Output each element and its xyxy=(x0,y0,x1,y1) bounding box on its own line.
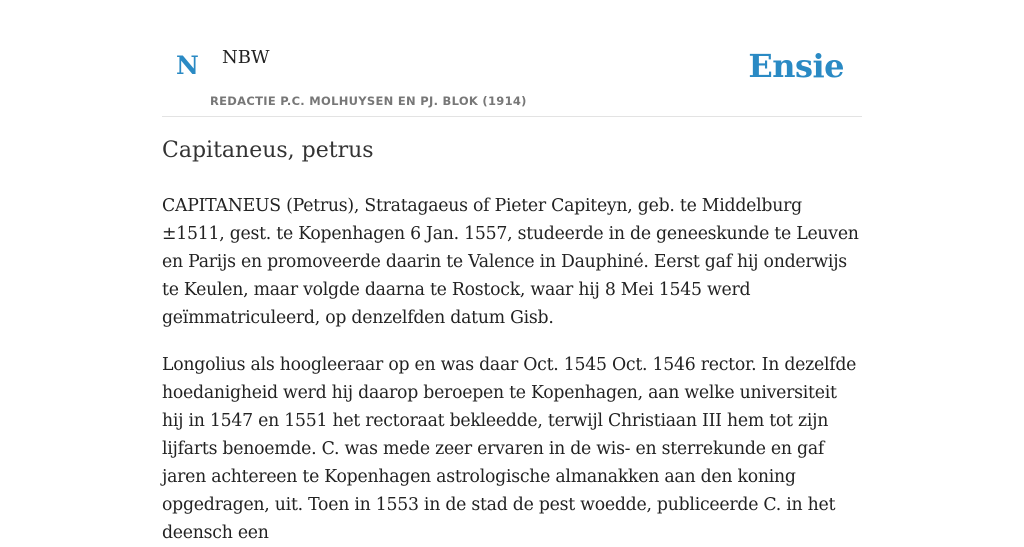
article-paragraph: Longolius als hoogleeraar op en was daar Oct. 1545 Oct. 1546 rector. In dezelfde hoedanigheid werd hij daarop beroepen te Kopenhagen, aan welke universiteit hij in 1547 en 1551 het rectoraat bekleedde, terwijl Christiaan III hem tot zijn lijfarts benoemde. C. was mede zeer ervaren in de wis- en sterrekunde en gaf jaren achtereen te Kopenhagen astrologische almanakken aan den koning opgedragen, uit. Toen in 1553 in de stad de pest woedde, publiceerde C. in het deensch een xyxy=(162,355,857,543)
source-logo-icon: N xyxy=(176,51,199,80)
source-subtitle: REDACTIE P.C. MOLHUYSEN EN PJ. BLOK (1914) xyxy=(210,94,527,108)
source-name[interactable]: NBW xyxy=(222,47,270,68)
article-header xyxy=(162,0,862,117)
article-page xyxy=(162,0,862,543)
article-paragraph: CAPITANEUS (Petrus), Stratagaeus of Pieter Capiteyn, geb. te Middelburg ±1511, gest. te Kopenhagen 6 Jan. 1557, studeerde in de geneeskunde te Leuven en Parijs en promoveerde daarin te Valence in Dauphiné. Eerst gaf hij onderwijs te Keulen, maar volgde daarna te Rostock, waar hij 8 Mei 1545 werd geïmmatriculeerd, op denzelfden datum Gisb. xyxy=(162,196,859,328)
article-title: Capitaneus, petrus xyxy=(162,138,374,163)
brand-logo[interactable]: Ensie xyxy=(748,47,844,85)
